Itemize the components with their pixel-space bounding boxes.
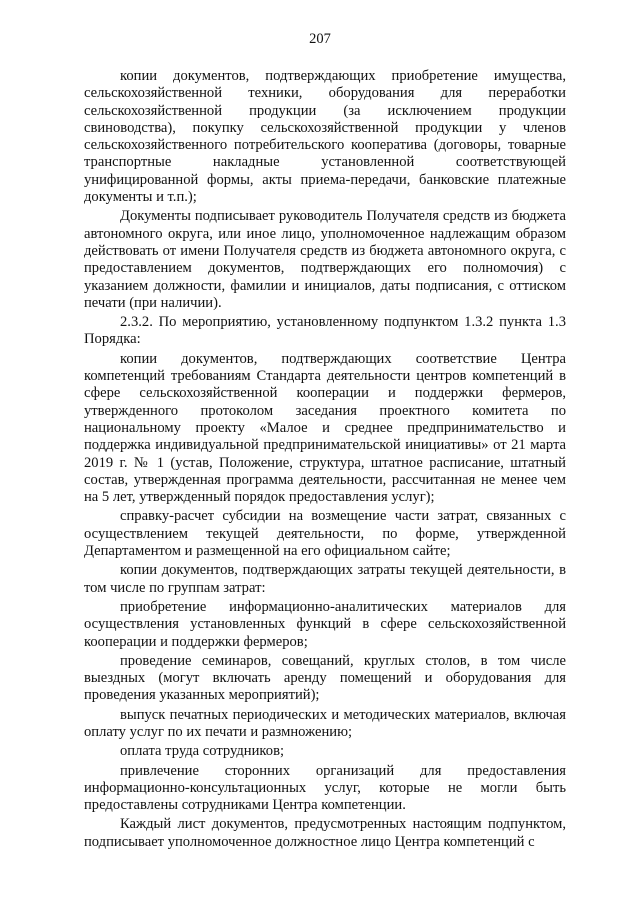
page-number: 207 <box>309 31 331 47</box>
paragraph-7: приобретение информационно-аналитических материалов для осуществления установленных функций в сфере сельскохозяйственной кооперации и поддержки фермеров; <box>84 598 566 650</box>
paragraph-9: выпуск печатных периодических и методических материалов, включая оплату услуг по их печати и размножению; <box>84 706 566 740</box>
paragraph-11: привлечение сторонних организаций для предоставления информационно-консультационных услуг, которые не могли быть предоставлены сотрудниками Центра компетенции. <box>84 762 566 814</box>
paragraph-2: Документы подписывает руководитель Получателя средств из бюджета автономного округа, или иное лицо, уполномоченное надлежащим образом действовать от имени Получателя средств из бюджета автономного округа, с предоставлением документов, подтверждающих его полномочия) с указанием должности, фамилии и инициалов, даты подписания, с оттиском печати (при наличии). <box>84 208 566 311</box>
document-body <box>84 68 566 851</box>
paragraph-4: копии документов, подтверждающих соответствие Центра компетенций требованиям Стандарта деятельности центров компетенций в сфере сельскохозяйственной кооперации и поддержки фермеров, утвержденного протоколом заседания проектного комитета по национальному проекту «Малое и среднее предпринимательство и поддержка индивидуальной предпринимательской инициативы» от 21 марта 2019 г. № 1 (устав, Положение, структура, штатное расписание, штатный состав, утвержденная программа деятельности, рассчитанная не менее чем на 5 лет, утвержденный порядок предоставления услуг); <box>84 350 566 506</box>
paragraph-6: копии документов, подтверждающих затраты текущей деятельности, в том числе по группам затрат: <box>84 562 566 596</box>
paragraph-3: 2.3.2. По мероприятию, установленному подпунктом 1.3.2 пункта 1.3 Порядка: <box>84 314 566 348</box>
paragraph-8: проведение семинаров, совещаний, круглых столов, в том числе выездных (могут включать аренду помещений и оборудования для проведения указанных мероприятий); <box>84 652 566 704</box>
paragraph-12: Каждый лист документов, предусмотренных настоящим подпунктом, подписывает уполномоченное должностное лицо Центра компетенций с <box>84 816 566 850</box>
paragraph-5: справку-расчет субсидии на возмещение части затрат, связанных с осуществлением текущей деятельности, по форме, утвержденной Департаментом и размещенной на его официальном сайте; <box>84 508 566 560</box>
paragraph-1: копии документов, подтверждающих приобретение имущества, сельскохозяйственной техники, оборудования для переработки сельскохозяйственной продукции (за исключением продукции свиноводства), покупку сельскохозяйственной продукции у членов сельскохозяйственного потребительского кооператива (договоры, товарные транспортные накладные установленной соответствующей унифицированной формы, акты приема-передачи, банковские платежные документы и т.п.); <box>84 68 566 206</box>
paragraph-10: оплата труда сотрудников; <box>120 743 285 760</box>
